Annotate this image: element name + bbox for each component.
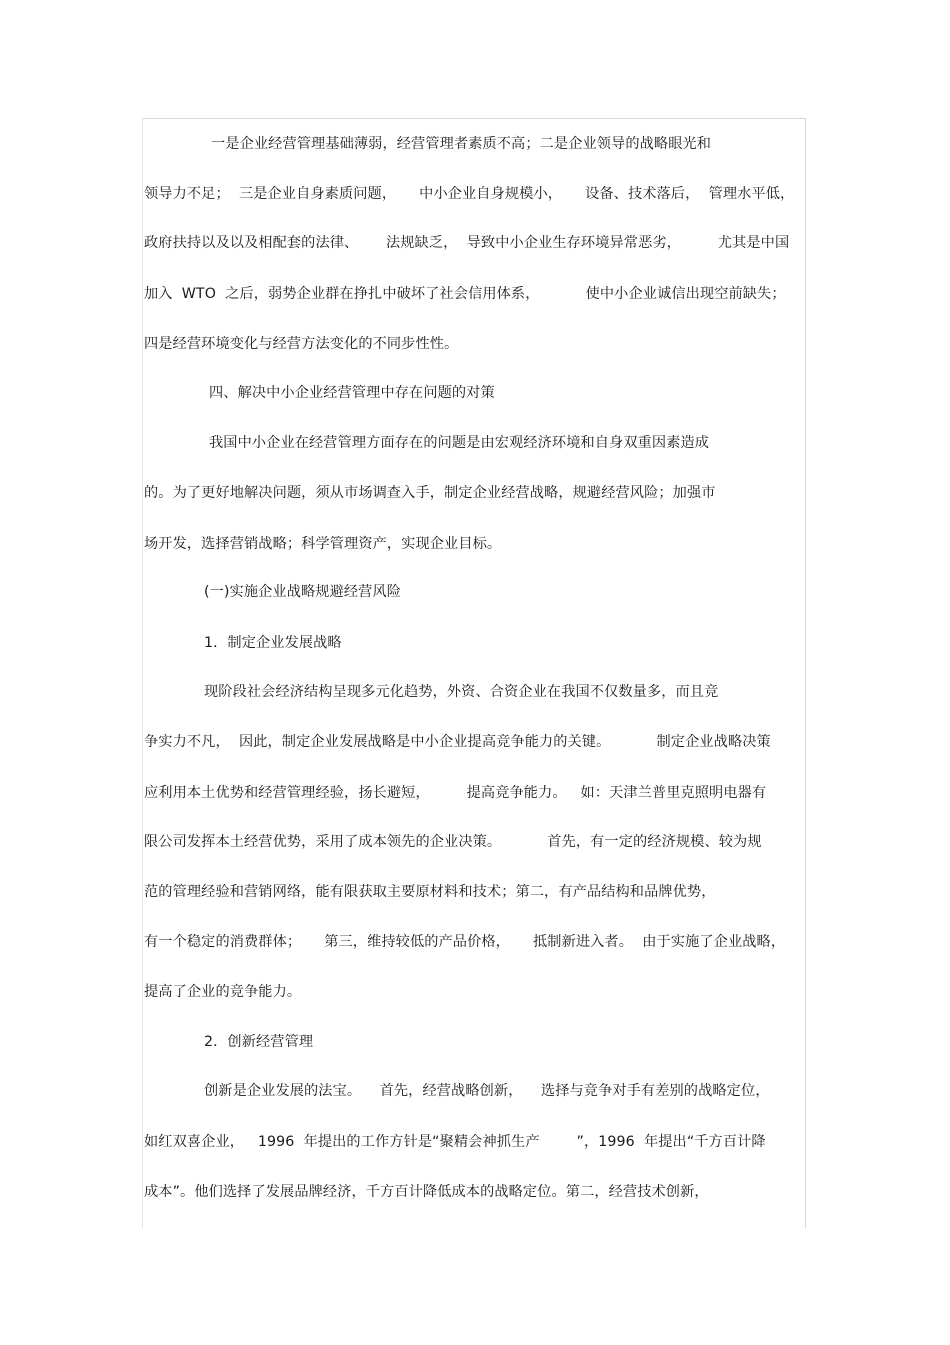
paragraph-line: 我国中小企业在经营管理方面存在的问题是由宏观经济环境和自身双重因素造成	[209, 435, 710, 451]
paragraph-line: 成本”。他们选择了发展品牌经济，千方百计降低成本的战略定位。第二，经营技术创新，	[144, 1184, 709, 1200]
paragraph-line: 如红双喜企业， 1996 年提出的工作方针是“聚精会神抓生产 ”，1996 年提出“千方百计降	[144, 1134, 766, 1150]
paragraph-line: 政府扶持以及以及相配套的法律、 法规缺乏， 导致中小企业生存环境异常恶劣， 尤其是中国	[144, 235, 790, 251]
subsection-heading: 2．创新经营管理	[204, 1034, 314, 1050]
paragraph-line: 的。为了更好地解决问题，须从市场调查入手，制定企业经营战略，规避经营风险；加强市	[144, 485, 716, 501]
paragraph-line: 有一个稳定的消费群体； 第三，维持较低的产品价格， 抵制新进入者。 由于实施了企业战略，	[144, 934, 786, 950]
paragraph-line: 创新是企业发展的法宝。 首先，经营战略创新， 选择与竞争对手有差别的战略定位，	[204, 1083, 770, 1099]
paragraph-line: 场开发，选择营销战略；科学管理资产，实现企业目标。	[144, 536, 502, 552]
paragraph-line: 限公司发挥本土经营优势，采用了成本领先的企业决策。 首先，有一定的经济规模、较为规	[144, 834, 762, 850]
paragraph-line: 领导力不足； 三是企业自身素质问题， 中小企业自身规模小， 设备、技术落后， 管理水平低，	[144, 186, 795, 202]
paragraph-line: 现阶段社会经济结构呈现多元化趋势，外资、合资企业在我国不仅数量多，而且竞	[204, 684, 719, 700]
paragraph-line: 提高了企业的竞争能力。	[144, 984, 302, 1000]
paragraph-line: 应利用本土优势和经营管理经验，扬长避短， 提高竞争能力。 如：天津兰普里克照明电器有	[144, 785, 767, 801]
paragraph-line: 争实力不凡， 因此，制定企业发展战略是中小企业提高竞争能力的关键。 制定企业战略决策	[144, 734, 771, 750]
paragraph-line: 四是经营环境变化与经营方法变化的不同步性性。	[144, 336, 459, 352]
subsection-heading: 1．制定企业发展战略	[204, 635, 342, 651]
subsection-heading: (一)实施企业战略规避经营风险	[204, 584, 402, 600]
paragraph-line: 加入 WTO 之后，弱势企业群在挣扎中破坏了社会信用体系， 使中小企业诚信出现空前缺失；	[144, 286, 786, 302]
paragraph-line: 范的管理经验和营销网络，能有限获取主要原材料和技术；第二，有产品结构和品牌优势，	[144, 884, 716, 900]
section-heading: 四、解决中小企业经营管理中存在问题的对策	[209, 385, 495, 401]
paragraph-line: 一是企业经营管理基础薄弱，经营管理者素质不高；二是企业领导的战略眼光和	[211, 136, 712, 152]
